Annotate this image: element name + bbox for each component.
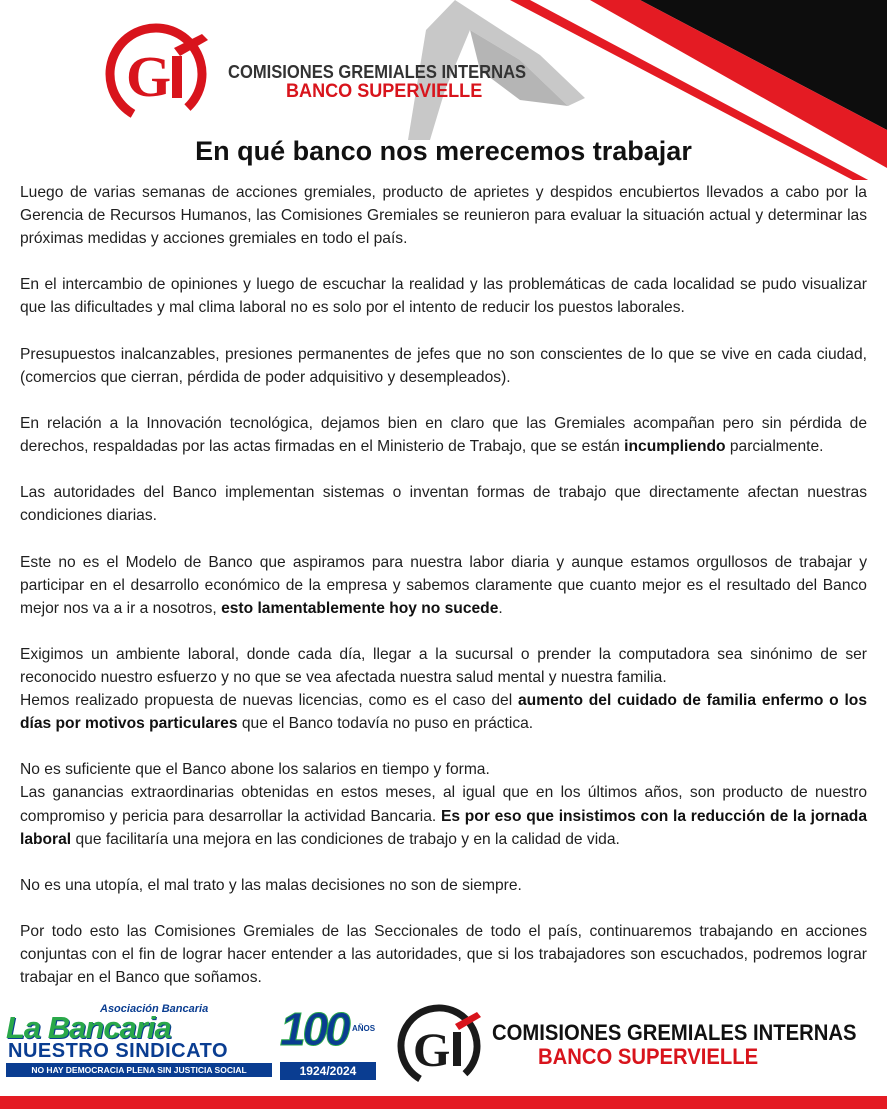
paragraph: Este no es el Modelo de Banco que aspiramos para nuestra labor diaria y aunque estamos orgullosos de trabajar y participar en el desarrollo económico de la empresa y sabemos claramente que cuanto mejor es el resultado del Banco mejor nos va a ir a nosotros, esto lamentablemente hoy no sucede.	[20, 553, 867, 617]
paragraph: No es una utopía, el mal trato y las malas decisiones no son de siempre.	[20, 876, 522, 894]
footer-org-name	[492, 1020, 887, 1070]
paragraph: No es suficiente que el Banco abone los salarios en tiempo y forma. Las ganancias extraordinarias obtenidas en estos meses, al igual que en los últimos años, son producto de nuestro compromiso y pericia para desarrollar la actividad Bancaria. Es por eso que insistimos con la reducción de la jornada laboral que facilitaría una mejora en las condiciones de trabajo y en la calidad de vida.	[20, 761, 867, 848]
anniversary-years: 1924/2024	[280, 1062, 376, 1080]
paragraph: Luego de varias semanas de acciones gremiales, producto de aprietes y despidos encubiertos llevados a cabo por la Gerencia de Recursos Humanos, las Comisiones Gremiales se reunieron para evaluar la situación actual y determinar las próximas medidas y acciones gremiales en todo el país.	[20, 184, 867, 248]
bold-phrase: esto lamentablemente hoy no sucede	[221, 599, 499, 617]
bank-name: BANCO SUPERVIELLE	[286, 81, 483, 102]
bancaria-tagline: NO HAY DEMOCRACIA PLENA SIN JUSTICIA SOCIAL	[6, 1063, 272, 1077]
paragraph: En relación a la Innovación tecnológica, dejamos bien en claro que las Gremiales acompañan pero sin pérdida de derechos, respaldadas por las actas firmadas en el Ministerio de Trabajo, que se están incumpliendo parcialmente.	[20, 414, 867, 456]
footer	[0, 998, 887, 1109]
paragraph: Las autoridades del Banco implementan sistemas o inventan formas de trabajo que directamente afectan nuestras condiciones diarias.	[20, 484, 867, 525]
gi-logo-footer	[393, 998, 485, 1090]
anniversary-badge	[280, 1002, 380, 1080]
paragraph: Presupuestos inalcanzables, presiones permanentes de jefes que no son conscientes de lo que se vive en cada ciudad, (comercios que cierran, pérdida de poder adquisitivo y desempleados).	[20, 345, 867, 386]
bank-name: BANCO SUPERVIELLE	[538, 1044, 759, 1069]
org-name: COMISIONES GREMIALES INTERNAS	[492, 1020, 857, 1045]
bold-phrase: incumpliendo	[624, 438, 726, 456]
bancaria-assoc-label: Asociación Bancaria	[100, 1003, 209, 1015]
page-title: En qué banco nos merecemos trabajar	[195, 136, 692, 166]
paragraph: En el intercambio de opiniones y luego de escuchar la realidad y las problemáticas de cada localidad se pudo visualizar que las dificultades y mal clima laboral no es solo por el intento de reducir los puestos laborales.	[20, 276, 867, 317]
gi-logo	[104, 18, 216, 130]
bottom-red-bar	[0, 1096, 887, 1109]
paragraph: Exigimos un ambiente laboral, donde cada día, llegar a la sucursal o prender la computadora sea sinónimo de ser reconocido nuestro esfuerzo y no que se vea afectada nuestra salud mental y nuestra familia. Hemos realizado propuesta de nuevas licencias, como es el caso del aumento del cuidado de familia enfermo o los días por motivos particulares que el Banco todavía no puso en práctica.	[20, 645, 868, 733]
org-name: COMISIONES GREMIALES INTERNAS	[228, 62, 527, 82]
bancaria-name: La Bancaria	[6, 1010, 171, 1045]
article-body	[20, 181, 867, 1012]
bold-phrase: Es por eso que insistimos con la reducción de la jornada laboral	[20, 807, 867, 848]
bancaria-subtitle: NUESTRO SINDICATO	[8, 1040, 228, 1062]
bold-phrase: aumento del cuidado de familia enfermo o los días por motivos particulares	[20, 692, 868, 733]
svg-text:G: G	[126, 44, 172, 109]
anniversary-unit: AÑOS	[352, 1024, 376, 1033]
header-org-name	[228, 62, 552, 103]
svg-text:G: G	[413, 1024, 451, 1077]
anniversary-number: 100	[280, 1003, 348, 1055]
paragraph: Por todo esto las Comisiones Gremiales de las Seccionales de todo el país, continuaremos trabajando en acciones conjuntas con el fin de lograr hacer entender a las autoridades, que si los trabajadores son escuchados, podremos lograr trabajar en el Banco que soñamos.	[20, 923, 867, 987]
